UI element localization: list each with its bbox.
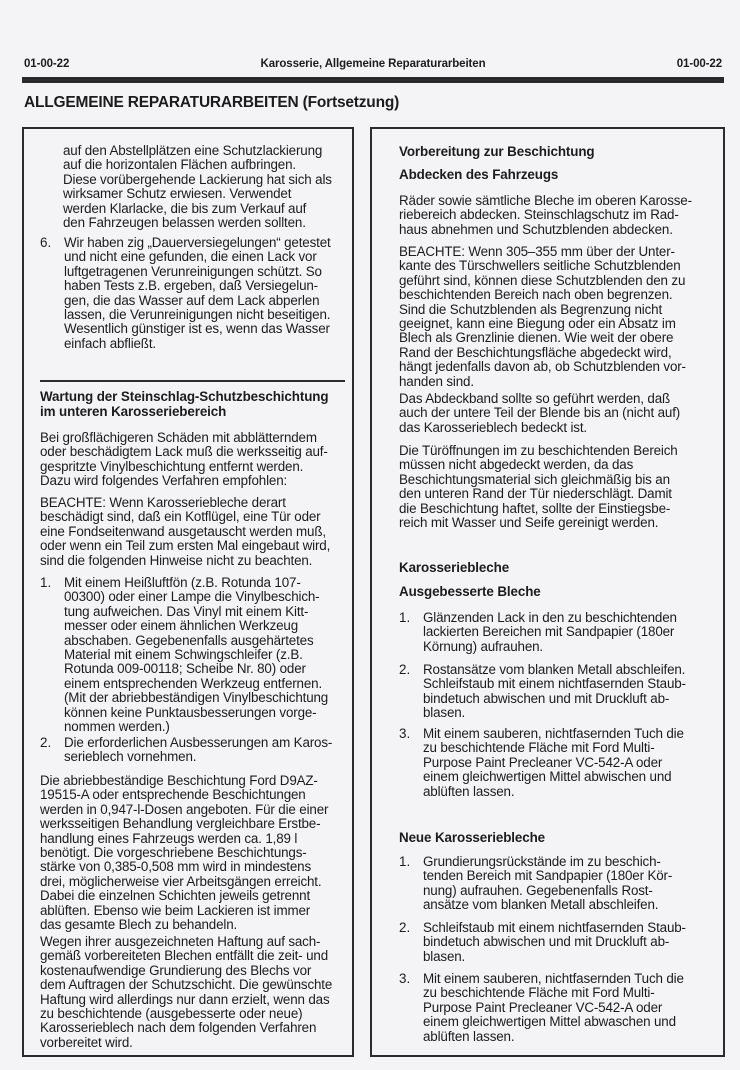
list-item-body — [423, 855, 672, 913]
running-header — [24, 58, 722, 74]
text-line: blasen. — [423, 948, 466, 964]
text-line: werden Klarlacke, die bis zum Verkauf auf — [63, 200, 307, 216]
text-line: bindetuch abwischen und mit Druckluft ab- — [423, 690, 670, 706]
text-line: BEACHTE: Wenn Karosseriebleche derart — [40, 495, 286, 510]
tape-paragraph — [399, 392, 680, 435]
text-line: riebereich abdecken. Steinschlagschutz im Rad- — [399, 207, 679, 223]
text-line: bindetuch abwischen und mit Druckluft ab- — [423, 934, 670, 950]
text-line: haben Tests z.B. ergeben, daß Versiegelun- — [64, 278, 318, 294]
text-line: abschaben. Gegebenenfalls ausgehärtetes — [64, 632, 314, 648]
text-line: sind die folgenden Hinweise nicht zu beachten. — [40, 552, 313, 568]
list-item-body — [423, 972, 684, 1044]
text-line: tenden Bereich mit Sandpapier (180er Kör- — [423, 868, 673, 884]
maintenance-note — [40, 496, 330, 568]
text-line: auf den Abstellplätzen eine Schutzlackierung — [63, 143, 323, 158]
text-line: 19515-A oder entsprechende Beschichtungen — [40, 787, 306, 803]
text-line: gespritzte Vinylbeschichtung entfernt werden. — [40, 458, 304, 474]
text-line: drei, möglicherweise vier Arbeitsgängen erreicht. — [40, 873, 322, 889]
text-line: oder beschädigtem Lack muß die werksseitig auf- — [40, 444, 328, 460]
text-line: handlung eines Fahrzeugs werden ca. 1,89 l — [40, 830, 298, 846]
masking-heading: Abdecken des Fahrzeugs — [399, 167, 559, 182]
text-line: Wesentlich günstiger ist es, wenn das Wasser — [64, 321, 330, 337]
text-line: auch der untere Teil der Blende bis an (nicht auf) — [399, 405, 681, 421]
text-line: reich mit Wasser und Seife gereinigt werden. — [399, 515, 659, 531]
list-number: 2. — [399, 662, 411, 677]
text-line: Diese vorübergehende Lackierung hat sich als — [63, 171, 332, 187]
text-line: Die Türöffnungen im zu beschichtenden Bereich — [399, 443, 678, 458]
list-item-body — [423, 921, 686, 964]
text-line: geführt sind, können diese Schutzblenden den zu — [399, 272, 686, 288]
text-line: Mit einem sauberen, nichtfasernden Tuch die — [423, 971, 684, 986]
text-line: die Beschichtung haftet, sollte der Einstiegsbe- — [399, 500, 671, 516]
text-line: oder wenn ein Teil zum ersten Mal eingebaut wird, — [40, 538, 331, 554]
text-line: einem entsprechenden Werkzeug entfernen. — [64, 675, 323, 691]
text-line: tung aufweichen. Das Vinyl mit einem Kitt- — [64, 603, 309, 619]
text-line: Körnung) aufrauhen. — [423, 638, 543, 654]
chapter-title: Karosserie, Allgemeine Reparaturarbeiten — [260, 58, 486, 70]
text-line: nung) aufrauhen. Gegebenenfalls Rost- — [423, 882, 653, 898]
list-number: 3. — [399, 971, 411, 986]
text-line: Blech als Grenzlinie dienen. Wie weit der obere — [399, 330, 674, 346]
maintenance-heading — [40, 390, 328, 419]
text-line: werksseitigen Behandlung vergleichbare Erstbe- — [40, 816, 321, 832]
text-line: Material mit einem Schwingschleifer (z.B. — [64, 647, 303, 663]
list-number: 2. — [40, 735, 52, 750]
text-line: einem gleichwertigen Mittel abwischen und — [423, 769, 672, 785]
heading-line: im unteren Karosseriebereich — [40, 403, 227, 419]
page-number-left: 01-00-22 — [24, 58, 70, 70]
text-line: Sind die Schutzblenden als Begrenzung nicht — [399, 301, 663, 317]
text-line: auf die horizontalen Flächen aufbringen. — [63, 157, 296, 173]
text-line: Rand der Beschichtungsfläche abgedeckt wird, — [399, 344, 672, 360]
list-number: 2. — [399, 920, 411, 935]
text-line: (Mit der abriebbeständigen Vinylbeschichtung — [64, 690, 329, 706]
page-number-right: 01-00-22 — [676, 58, 722, 70]
adhesion-paragraph — [40, 935, 332, 1050]
text-line: kostenaufwendige Grundierung des Blechs vor — [40, 962, 312, 978]
text-line: serieblech vornehmen. — [64, 749, 197, 765]
text-line: Haftung wird allerdings nur dann erzielt, wenn das — [40, 991, 330, 1007]
text-line: einem gleichwertigen Mittel abwaschen und — [423, 1014, 676, 1030]
text-line: Purpose Paint Precleaner VC-542-A oder — [423, 999, 663, 1015]
text-line: Dabei die einzelnen Schichten jeweils getrennt — [40, 888, 311, 904]
text-line: den unteren Rand der Tür niederschlägt. Damit — [399, 486, 672, 502]
text-line: eine Fondseitenwand ausgetauscht werden muß, — [40, 523, 326, 539]
text-line: ablüften lassen. — [423, 783, 515, 799]
text-line: stärke von 0,385-0,508 mm wird in mindestens — [40, 859, 312, 875]
text-line: dem Auftragen der Schutzschicht. Die gewünschte — [40, 977, 333, 993]
text-line: gemäß vorbereiteten Blechen entfällt die zeit- und — [40, 948, 329, 964]
text-line: geeignet, kann eine Biegung oder ein Absatz im — [399, 316, 676, 332]
list-item-body — [423, 611, 677, 654]
header-rule — [22, 77, 724, 83]
text-line: den Fahrzeugen belassen werden sollten. — [63, 215, 306, 231]
text-line: Purpose Paint Precleaner VC-542-A oder — [423, 754, 663, 770]
continuation-paragraph — [63, 144, 332, 230]
text-line: 00300) oder einer Lampe die Vinylbeschich- — [64, 589, 320, 605]
text-line: gen, die das Wasser auf dem Lack abperlen — [64, 292, 320, 308]
list-number: 1. — [40, 575, 52, 590]
maintenance-intro — [40, 431, 328, 489]
text-line: zu beschichtende Fläche mit Ford Multi- — [423, 985, 655, 1001]
masking-paragraph — [399, 194, 692, 237]
text-line: Karosserieblech nach dem folgenden Verfahren — [40, 1020, 317, 1036]
text-line: nommen werden.) — [64, 719, 170, 735]
text-line: Wir haben zig „Dauerversiegelungen“ getestet — [64, 235, 331, 250]
door-paragraph — [399, 444, 678, 530]
list-number: 6. — [40, 235, 52, 250]
list-number: 1. — [399, 854, 411, 869]
list-item-body — [64, 736, 332, 765]
text-line: Wegen ihrer ausgezeichneten Haftung auf sach- — [40, 934, 321, 949]
text-line: Das Abdeckband sollte so geführt werden, daß — [399, 391, 671, 406]
text-line: werden in 0,947-l-Dosen angeboten. Für die einer — [40, 801, 329, 817]
text-line: beschichtenden Bereich nach oben begrenzen. — [399, 287, 673, 303]
list-number: 3. — [399, 726, 411, 741]
text-line: und nicht eine gefunden, die einen Lack vor — [64, 249, 317, 265]
text-line: Räder sowie sämtliche Bleche im oberen Karosse- — [399, 193, 692, 208]
text-line: Schleifstaub mit einem nichtfasernden Staub- — [423, 676, 686, 692]
text-line: messer oder einem ähnlichen Werkzeug — [64, 618, 299, 634]
text-line: lassen, die Verunreinigungen nicht beseitigen. — [64, 307, 331, 323]
panels-heading: Karosseriebleche — [399, 560, 510, 575]
text-line: zu beschichtende Fläche mit Ford Multi- — [423, 740, 655, 756]
text-line: Grundierungsrückstände im zu beschich- — [423, 854, 661, 869]
text-line: das gesamte Blech zu behandeln. — [40, 917, 238, 933]
text-line: Schleifstaub mit einem nichtfasernden Staub- — [423, 920, 686, 935]
text-line: Die erforderlichen Ausbesserungen am Karos- — [64, 735, 333, 750]
text-line: BEACHTE: Wenn 305–355 mm über der Unter- — [399, 244, 675, 259]
list-number: 1. — [399, 610, 411, 625]
coating-paragraph — [40, 774, 328, 932]
text-line: Mit einem Heißluftfön (z.B. Rotunda 107- — [64, 575, 301, 590]
repaired-heading: Ausgebesserte Bleche — [399, 584, 541, 599]
text-line: haus abnehmen und Schutzblenden abdecken. — [399, 221, 673, 237]
text-line: handen sind. — [399, 373, 474, 389]
section-divider — [40, 380, 345, 382]
list-item-body — [423, 727, 684, 799]
text-line: Bei großflächigeren Schäden mit abblätterndem — [40, 430, 317, 445]
section-title: ALLGEMEINE REPARATURARBEITEN (Fortsetzung) — [24, 94, 400, 111]
text-line: Dazu wird folgendes Verfahren empfohlen: — [40, 473, 288, 489]
text-line: kante des Türschwellers seitliche Schutzblenden — [399, 258, 681, 274]
text-line: Mit einem sauberen, nichtfasernden Tuch die — [423, 726, 684, 741]
text-line: lackierten Bereichen mit Sandpapier (180er — [423, 624, 675, 640]
text-line: Rostansätze vom blanken Metall abschleifen. — [423, 662, 686, 677]
text-line: Die abriebbeständige Beschichtung Ford D9AZ- — [40, 773, 318, 788]
text-line: luftgetragenen Verunreinigungen schützt. So — [64, 263, 322, 279]
prep-heading: Vorbereitung zur Beschichtung — [399, 144, 595, 159]
list-item-body — [64, 236, 331, 351]
text-line: können keine Punktausbesserungen vorge- — [64, 704, 317, 720]
text-line: Rotunda 009-00118; Scheibe Nr. 80) oder — [64, 661, 306, 677]
list-item-body — [423, 663, 686, 721]
text-line: einfach abfließt. — [64, 335, 156, 351]
text-line: vorbereitet wird. — [40, 1034, 133, 1050]
text-line: wirksamer Schutz erwiesen. Verwendet — [63, 186, 292, 202]
text-line: beschädigt sind, daß ein Kotflügel, eine Tür oder — [40, 509, 321, 525]
text-line: Beschichtungsmaterial sich gleichmäßig bis an — [399, 471, 670, 487]
text-line: müssen nicht abgedeckt werden, da das — [399, 457, 634, 473]
text-line: ablüften. Ebenso wie beim Lackieren ist immer — [40, 902, 311, 918]
text-line: blasen. — [423, 705, 466, 721]
new-panels-heading: Neue Karosseriebleche — [399, 830, 546, 845]
text-line: Glänzenden Lack in den zu beschichtenden — [423, 610, 677, 625]
text-line: ansätze vom blanken Metall abschleifen. — [423, 897, 659, 913]
text-line: zu beschichtende (ausgebesserte oder neue) — [40, 1006, 303, 1022]
heading-line: Wartung der Steinschlag-Schutzbeschichtung — [40, 389, 329, 404]
masking-note — [399, 245, 686, 389]
text-line: benötigt. Die vorgeschriebene Beschichtungs- — [40, 845, 307, 861]
text-line: ablüften lassen. — [423, 1028, 515, 1044]
text-line: das Karosserieblech bedeckt ist. — [399, 419, 587, 435]
list-item-body — [64, 576, 328, 734]
text-line: hängt jedenfalls davon ab, ob Schutzblenden vor- — [399, 359, 686, 375]
